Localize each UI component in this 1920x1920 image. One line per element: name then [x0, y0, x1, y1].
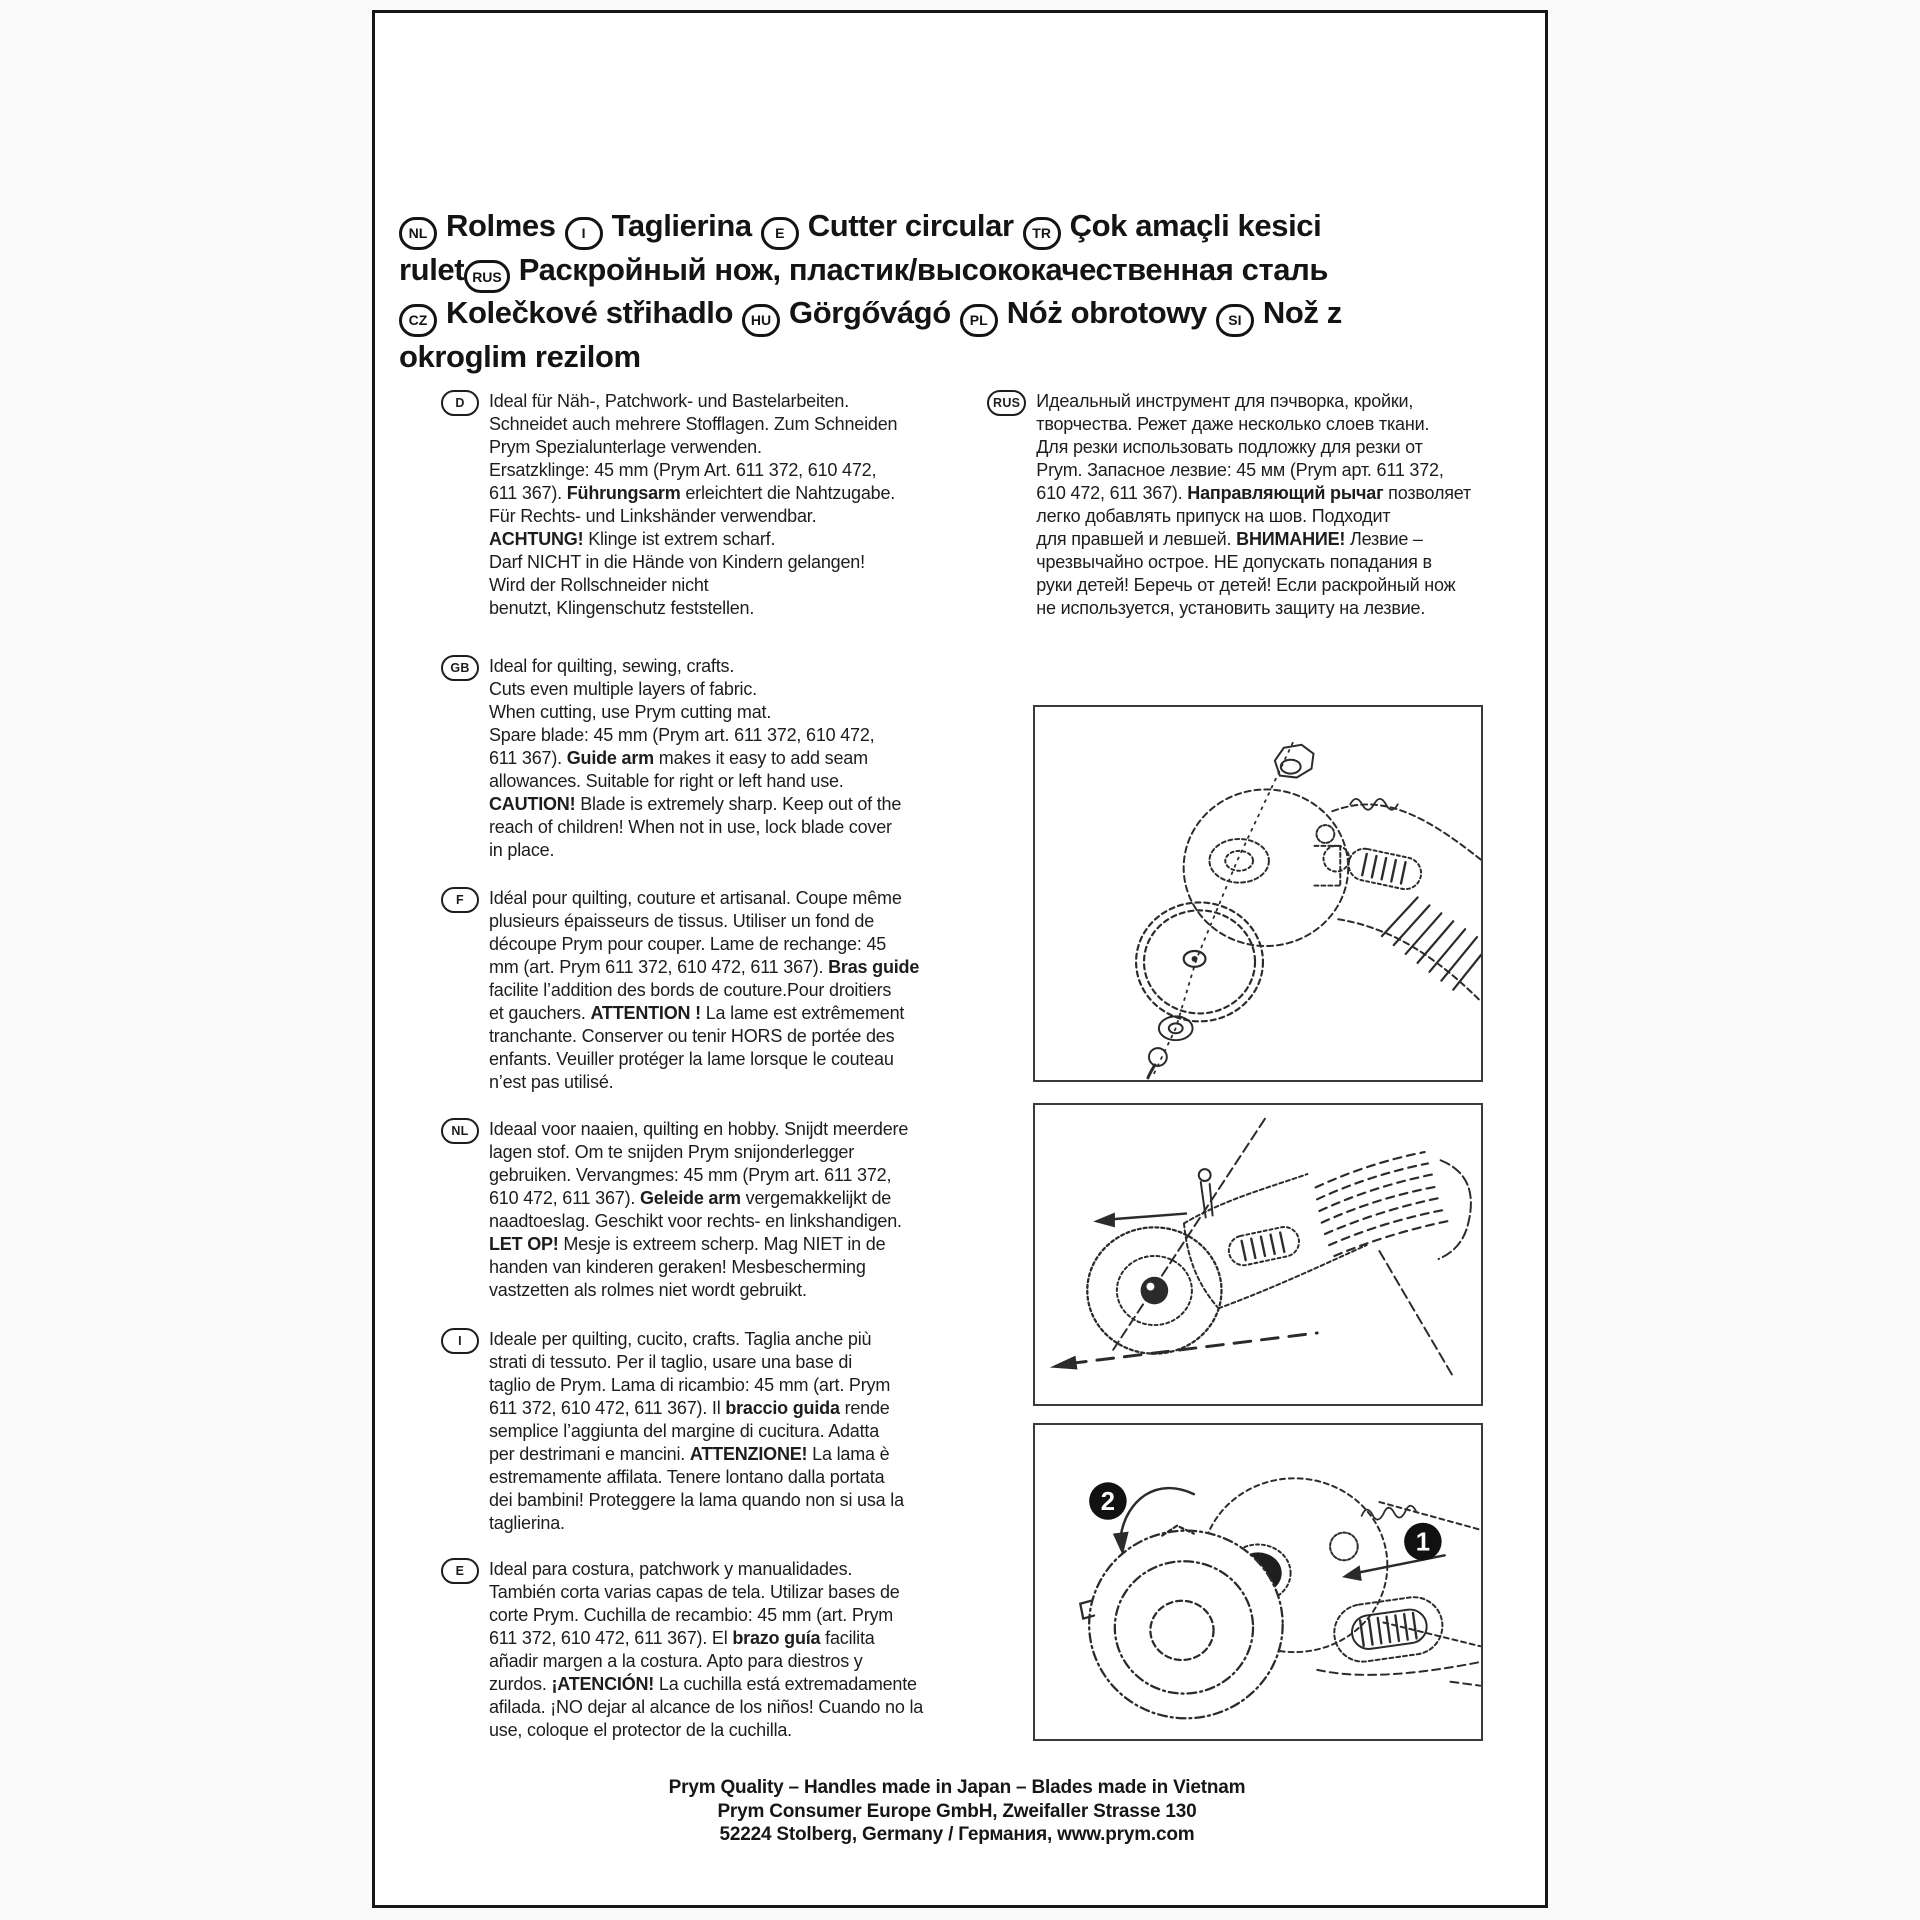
lang-badge-e: E	[761, 217, 799, 250]
lang-badge-cz: CZ	[399, 304, 437, 337]
footer-quality-line: Prym Quality – Handles made in Japan – Blades made in Vietnam	[668, 1777, 1246, 1798]
motion-arrow	[1109, 1214, 1186, 1220]
step-1-arrowhead	[1342, 1565, 1362, 1581]
lang-badge-d: D	[441, 390, 479, 416]
round-blade	[1136, 902, 1263, 1021]
lang-badge-pl: PL	[960, 304, 998, 337]
nut-icon	[1275, 745, 1314, 778]
footer-address-line: 52224 Stolberg, Germany / Германия, www.prym.com	[719, 1824, 1195, 1845]
slider-button	[1331, 1593, 1447, 1665]
lang-badge-f: F	[441, 887, 479, 913]
lang-badge-i: I	[441, 1328, 479, 1354]
paragraph-german	[441, 390, 897, 620]
paragraph-dutch-text: Ideaal voor naaien, quilting en hobby. Snijdt meerdere lagen stof. Om te snijden Prym snijonderlegger gebruiken. Vervangmes: 45 mm (Prym art. 611 372, 610 472, 611 367). Geleide arm vergemakkelijkt de naadtoeslag. Geschikt voor rechts- en linkshandigen. LET OP! Mesje is extreem scherp. Mag NIET in de handen van kinderen geraken! Mesbescherming vastzetten als rolmes niet wordt gebruikt.	[489, 1119, 909, 1300]
product-title: NL Rolmes I Taglierina E Cutter circular TR Çok amaçli kesici rulet RUS Раскройный нож, пластик/высококачественная сталь CZ Kolečkové střihadlo HU Görgővágó PL Nóż obrotowy SI Nož z okroglim rezilom	[399, 208, 1342, 374]
body-bottom-line	[1317, 1662, 1480, 1675]
lang-badge-e: E	[441, 1558, 479, 1584]
figure-blade-change	[1033, 1423, 1483, 1741]
handle-grip-ridges	[1382, 897, 1481, 989]
paragraph-italian-text: Ideale per quilting, cucito, crafts. Taglia anche più strati di tessuto. Per il taglio, usare una base di taglio de Prym. Lama di ricambio: 45 mm (art. Prym 611 372, 610 472, 611 367). Il braccio guida rende semplice l’aggiunta del margine di cucitura. Adatta per destrimani e mancini. ATTENZIONE! La lama è estremamente affilata. Tenere lontano dalla portata dei bambini! Proteggere la lama quando non si usa la taglierina.	[489, 1329, 904, 1533]
figure-exploded-view	[1033, 705, 1483, 1082]
round-blade	[1087, 1227, 1221, 1353]
step-2-label: 2	[1100, 1487, 1116, 1516]
lang-badge-rus: RUS	[987, 390, 1026, 416]
paragraph-spanish-text: Ideal para costura, patchwork y manualidades. También corta varias capas de tela. Utilizar bases de corte Prym. Cuchilla de recambio: 45 mm (art. Prym 611 372, 610 472, 611 367). El brazo guía facilita añadir margen a la costura. Apto para diestros y zurdos. ¡ATENCIÓN! La cuchilla está extremadamente afilada. ¡NO dejar al alcance de los niños! Cuando no la use, coloque el protector de la cuchilla.	[489, 1559, 924, 1740]
footer-company-line: Prym Consumer Europe GmbH, Zweifaller Strasse 130	[717, 1800, 1197, 1822]
paragraph-german-text: Ideal für Näh-, Patchwork- und Bastelarbeiten. Schneidet auch mehrere Stofflagen. Zum Schneiden Prym Spezialunterlage verwenden. Ersatzklinge: 45 mm (Prym Art. 611 372, 610 472, 611 367). Führungsarm erleichtert die Nahtzugabe. Für Rechts- und Linkshänder verwendbar. ACHTUNG! Klinge ist extrem scharf. Darf NICHT in die Hände von Kindern gelangen! Wird der Rollschneider nicht benutzt, Klingenschutz feststellen.	[489, 391, 898, 618]
paragraph-russian	[987, 390, 1471, 620]
lang-badge-rus: RUS	[464, 260, 510, 293]
paragraph-french-text: Idéal pour quilting, couture et artisanal. Coupe même plusieurs épaisseurs de tissus. Utiliser un fond de découpe Prym pour couper. Lame de rechange: 45 mm (art. Prym 611 372, 610 472, 611 367). Bras guide facilite l’addition des bords de couture.Pour droitiers et gauchers. ATTENTION ! La lame est extrêmement tranchante. Conserver ou tenir HORS de portée des enfants. Veuiller protéger la lame lorsque le couteau n’est pas utilisé.	[489, 888, 920, 1092]
lang-badge-hu: HU	[742, 304, 780, 337]
cutting-use-drawing	[1035, 1105, 1481, 1404]
cut-line	[1070, 1333, 1318, 1364]
slider-button	[1320, 840, 1424, 892]
paragraph-french	[441, 887, 919, 1094]
exploded-view-drawing	[1035, 707, 1481, 1080]
lang-badge-gb: GB	[441, 655, 479, 681]
lang-badge-tr: TR	[1023, 217, 1061, 250]
paragraph-dutch	[441, 1118, 908, 1302]
lang-badge-i: I	[565, 217, 603, 250]
blade-change-drawing	[1035, 1425, 1481, 1739]
fabric-edge-right	[1379, 1251, 1452, 1375]
assembly-centerline	[1152, 743, 1293, 1078]
paragraph-italian	[441, 1328, 904, 1535]
paragraph-english-text: Ideal for quilting, sewing, crafts. Cuts even multiple layers of fabric. When cutting, use Prym cutting mat. Spare blade: 45 mm (Prym art. 611 372, 610 472, 611 367). Guide arm makes it easy to add seam allowances. Suitable for right or left hand use. CAUTION! Blade is extremely sharp. Keep out of the reach of children! When not in use, lock blade cover in place.	[489, 656, 902, 860]
paragraph-english	[441, 655, 901, 862]
lang-badge-si: SI	[1216, 304, 1254, 337]
cut-direction-arrowhead	[1050, 1356, 1078, 1370]
handle-end-cap	[1439, 1160, 1471, 1259]
motion-arrowhead	[1093, 1213, 1115, 1228]
lang-badge-nl: NL	[399, 217, 437, 250]
instruction-leaflet-page	[372, 10, 1548, 1908]
figure-cutting-use	[1033, 1103, 1483, 1406]
slider-button	[1226, 1224, 1302, 1268]
paragraph-spanish	[441, 1558, 923, 1742]
paragraph-russian-text: Идеальный инструмент для пэчворка, кройки, творчества. Режет даже несколько слоев ткани. Для резки использовать подложку для резки от Prym. Запасное лезвие: 45 мм (Prym арт. 611 372, 610 472, 611 367). Направляющий рычаг позволяет легко добавлять припуск на шов. Подходит для правшей и левшей. ВНИМАНИЕ! Лезвие – чрезвычайно острое. НЕ допускать попадания в руки детей! Беречь от детей! Если раскройный нож не используется, установить защиту на лезвие.	[1036, 391, 1472, 618]
screw-icon	[1148, 1048, 1167, 1078]
lang-badge-nl: NL	[441, 1118, 479, 1144]
step-1-label: 1	[1415, 1528, 1431, 1557]
footer	[375, 1776, 1539, 1847]
handle-coil-grip	[1310, 1148, 1452, 1256]
cutter-body	[1184, 789, 1481, 1001]
